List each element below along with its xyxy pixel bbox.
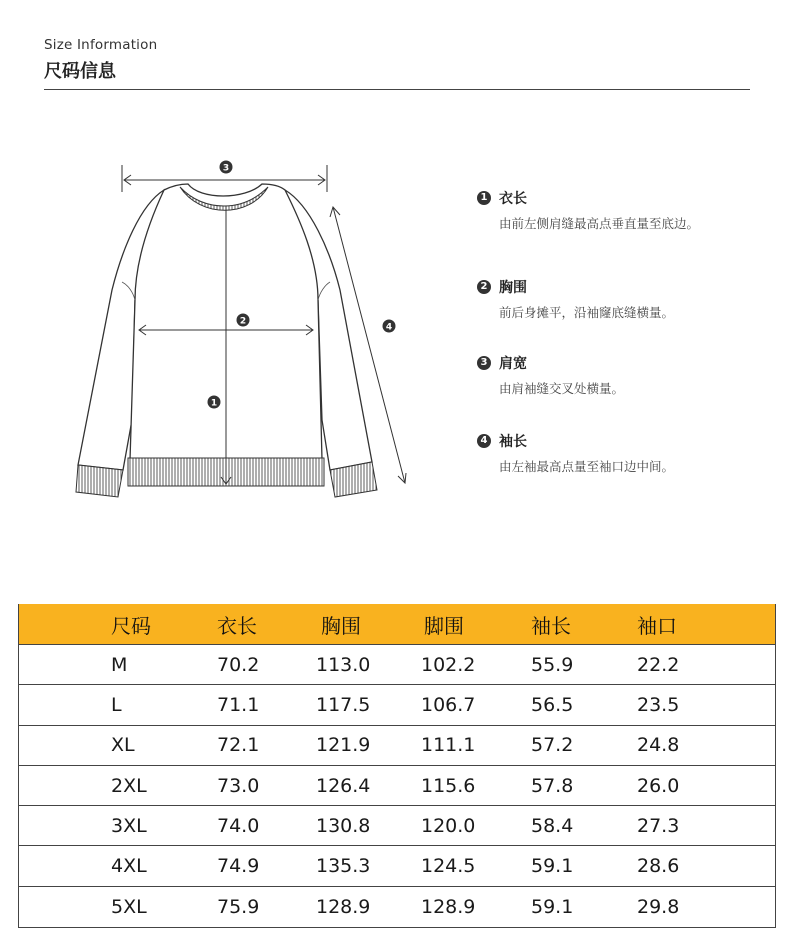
legend-title: 胸围 bbox=[499, 280, 527, 296]
legend-desc: 由前左侧肩缝最高点垂直量至底边。 bbox=[499, 216, 700, 231]
legend-desc: 由左袖最高点量至袖口边中间。 bbox=[499, 459, 675, 474]
size-label-cell: 4XL bbox=[111, 855, 147, 878]
column-header: 袖口 bbox=[637, 613, 677, 638]
svg-text:2: 2 bbox=[239, 316, 247, 327]
marker-2 bbox=[237, 314, 250, 327]
measurement-cell: 23.5 bbox=[637, 693, 680, 716]
measurement-cell: 124.5 bbox=[421, 855, 476, 878]
column-header: 胸围 bbox=[321, 613, 361, 638]
size-label-cell: 5XL bbox=[111, 895, 147, 918]
measurement-cell: 113.0 bbox=[316, 653, 371, 676]
measurement-cell: 27.3 bbox=[637, 814, 680, 837]
number-badge-icon: 3 bbox=[477, 356, 491, 370]
measurement-cell: 70.2 bbox=[217, 653, 260, 676]
measurement-cell: 28.6 bbox=[637, 855, 680, 878]
size-label-cell: XL bbox=[111, 734, 135, 757]
size-info-title: 尺码信息 bbox=[44, 61, 116, 82]
marker-3 bbox=[220, 161, 233, 174]
svg-text:1: 1 bbox=[210, 398, 218, 409]
measurement-cell: 26.0 bbox=[637, 774, 680, 797]
svg-text:3: 3 bbox=[222, 163, 230, 174]
measurement-cell: 128.9 bbox=[316, 895, 371, 918]
measurement-cell: 58.4 bbox=[531, 814, 574, 837]
legend-desc: 由肩袖缝交叉处横量。 bbox=[499, 381, 625, 396]
measurement-cell: 57.8 bbox=[531, 774, 574, 797]
measurement-cell: 121.9 bbox=[316, 734, 371, 757]
measurement-cell: 22.2 bbox=[637, 653, 680, 676]
size-table bbox=[18, 604, 776, 928]
measurement-cell: 24.8 bbox=[637, 734, 680, 757]
column-header: 脚围 bbox=[424, 613, 464, 638]
size-label-cell: 3XL bbox=[111, 814, 147, 837]
table-row bbox=[19, 846, 775, 886]
size-label-cell: 2XL bbox=[111, 774, 147, 797]
measurement-cell: 74.9 bbox=[217, 855, 260, 878]
table-row bbox=[19, 806, 775, 846]
measurement-cell: 75.9 bbox=[217, 895, 260, 918]
measurement-cell: 115.6 bbox=[421, 774, 476, 797]
legend-item-shoulder bbox=[477, 353, 624, 397]
size-label-cell: L bbox=[111, 693, 122, 716]
header-divider bbox=[44, 89, 750, 90]
measurement-cell: 106.7 bbox=[421, 693, 476, 716]
measurement-cell: 73.0 bbox=[217, 774, 260, 797]
measurement-cell: 59.1 bbox=[531, 895, 574, 918]
table-row bbox=[19, 766, 775, 806]
measurement-cell: 71.1 bbox=[217, 693, 260, 716]
marker-1 bbox=[208, 396, 221, 409]
legend-title: 袖长 bbox=[499, 434, 527, 450]
measurement-cell: 135.3 bbox=[316, 855, 371, 878]
number-badge-icon: 4 bbox=[477, 434, 491, 448]
table-header-row bbox=[19, 604, 775, 645]
measurement-cell: 59.1 bbox=[531, 855, 574, 878]
measurement-cell: 128.9 bbox=[421, 895, 476, 918]
column-header: 尺码 bbox=[111, 613, 151, 638]
table-row bbox=[19, 887, 775, 927]
measurement-cell: 111.1 bbox=[421, 734, 476, 757]
measurement-cell: 55.9 bbox=[531, 653, 574, 676]
measurement-cell: 56.5 bbox=[531, 693, 574, 716]
legend-desc: 前后身摊平，沿袖窿底缝横量。 bbox=[499, 305, 675, 320]
legend-item-sleeve bbox=[477, 431, 674, 475]
measurement-cell: 57.2 bbox=[531, 734, 574, 757]
legend-item-chest bbox=[477, 277, 674, 321]
measurement-cell: 74.0 bbox=[217, 814, 260, 837]
measurement-cell: 117.5 bbox=[316, 693, 371, 716]
measurement-cell: 102.2 bbox=[421, 653, 476, 676]
left-cuff-rib bbox=[76, 465, 123, 497]
size-label-cell: M bbox=[111, 653, 128, 676]
legend-title: 衣长 bbox=[499, 191, 527, 207]
number-badge-icon: 1 bbox=[477, 191, 491, 205]
table-row bbox=[19, 685, 775, 725]
measurement-cell: 126.4 bbox=[316, 774, 371, 797]
column-header: 袖长 bbox=[531, 613, 571, 638]
table-row bbox=[19, 726, 775, 766]
measurement-cell: 130.8 bbox=[316, 814, 371, 837]
sweater-measurement-diagram bbox=[70, 150, 410, 510]
svg-text:4: 4 bbox=[385, 322, 393, 333]
legend-item-length bbox=[477, 188, 699, 232]
number-badge-icon: 2 bbox=[477, 280, 491, 294]
column-header: 衣长 bbox=[217, 613, 257, 638]
table-row bbox=[19, 645, 775, 685]
measurement-cell: 120.0 bbox=[421, 814, 476, 837]
legend-title: 肩宽 bbox=[499, 356, 527, 372]
measurement-cell: 29.8 bbox=[637, 895, 680, 918]
marker-4 bbox=[383, 320, 396, 333]
size-info-title-en: Size Information bbox=[44, 37, 158, 53]
measurement-cell: 72.1 bbox=[217, 734, 260, 757]
table-body bbox=[19, 645, 775, 927]
